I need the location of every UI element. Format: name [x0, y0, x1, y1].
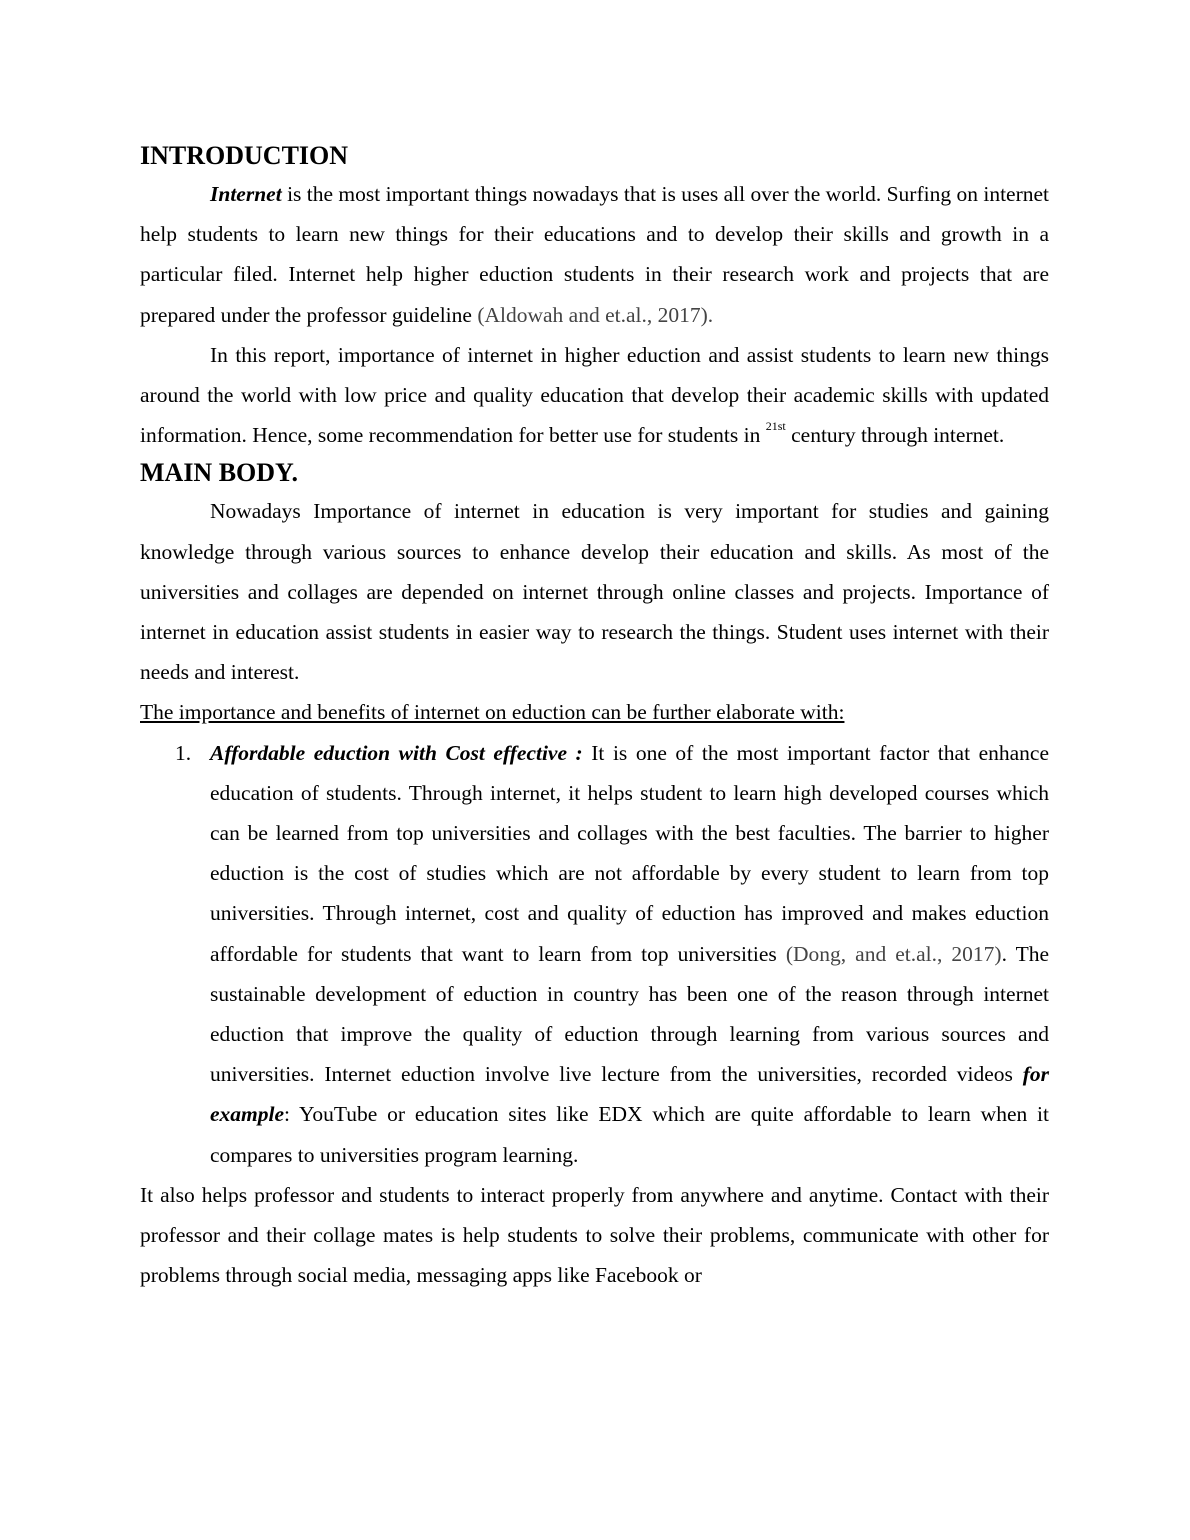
- list-item-title: Affordable eduction with Cost effective :: [210, 740, 583, 765]
- list-item: [140, 733, 1049, 1175]
- intro-p2-end: century through internet.: [785, 423, 1005, 448]
- for-example-label: for example: [210, 1062, 1049, 1127]
- introduction-heading: INTRODUCTION: [140, 141, 349, 170]
- intro-p2-text: In this report, importance of internet in higher eduction and assist students to learn new things around the world with low price and quality education that develop their academic skills with updated information. Hence, some recommendation for better use for students in: [140, 342, 1049, 448]
- list-item-text-c: : YouTube or education sites like EDX which are quite affordable to learn when it compares to universities program learning.: [210, 1102, 1049, 1167]
- list-item-number: 1.: [175, 740, 192, 765]
- citation-aldowah: (Aldowah and et.al., 2017).: [477, 302, 714, 327]
- ordinal-superscript: 21st: [765, 419, 786, 434]
- main-paragraph-2: It also helps professor and students to interact properly from anywhere and anytime. Contact with their professor and their collage mates is help students to solve their problems, communicate with other for problems through social media, messaging apps like Facebook or: [140, 1182, 1049, 1288]
- intro-paragraph-1: [140, 174, 1049, 335]
- intro-paragraph-2: [140, 335, 1049, 456]
- benefits-list: [140, 733, 1049, 1175]
- main-body-heading: MAIN BODY.: [140, 458, 298, 488]
- intro-p1-text: is the most important things nowadays that is uses all over the world. Surfing on internet help students to learn new things for their educations and to develop their skills and growth in a particular filed. Internet help higher eduction students in their research work and projects that are prepared under the professor guideline: [140, 182, 1050, 327]
- main-paragraph-1: Nowadays Importance of internet in education is very important for studies and gaining knowledge through various sources to enhance develop their education and skills. As most of the universities and collages are depended on internet through online classes and projects. Importance of internet in education assist students in easier way to research the things. Student uses internet with their needs and interest.: [140, 499, 1049, 685]
- citation-dong: (Dong, and et.al., 2017): [785, 941, 1002, 966]
- internet-term: Internet: [210, 182, 282, 206]
- benefits-subheading: The importance and benefits of internet on eduction can be further elaborate with:: [140, 700, 845, 725]
- document-page: [140, 138, 1049, 1295]
- list-item-text-b: . The sustainable development of eduction in country has been one of the reason through internet eduction that improve the quality of eduction through learning from various sources and universities. Internet eduction involve live lecture from the universities, recorded videos: [210, 941, 1049, 1087]
- list-item-text-a: It is one of the most important factor that enhance education of students. Through internet, it helps student to learn high developed courses which can be learned from top universities and collages with the best faculties. The barrier to higher eduction is the cost of studies which are not affordable by every student to learn from top universities. Through internet, cost and quality of eduction has improved and makes eduction affordable for students that want to learn from top universities: [210, 740, 1050, 966]
